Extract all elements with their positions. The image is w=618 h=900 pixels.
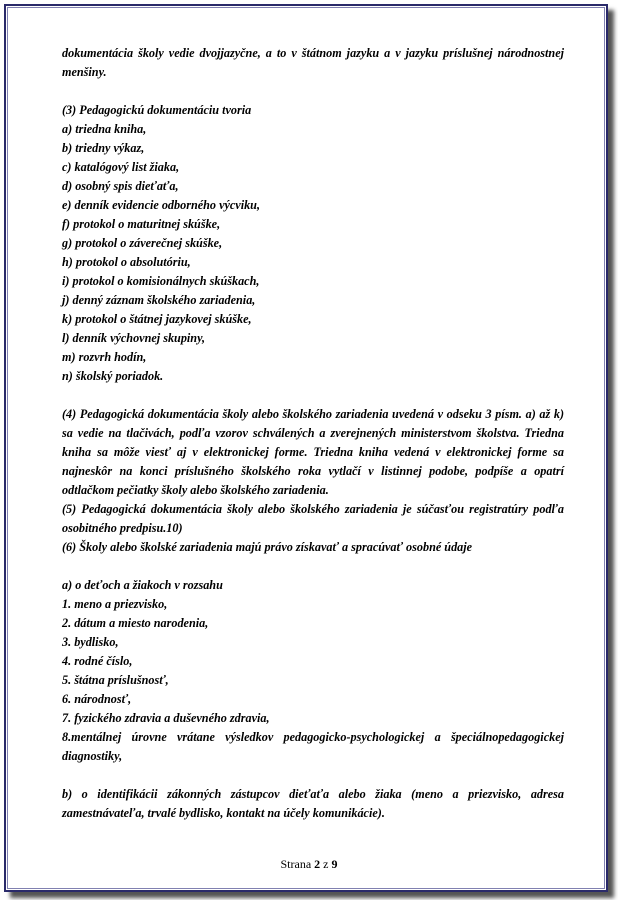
paragraph-5: (5) Pedagogická dokumentácia školy alebo školského zariadenia je súčasťou registratúry podľa osobitného predpisu.10) [62,502,564,535]
section-3-heading: (3) Pedagogickú dokumentáciu tvoria [62,103,252,117]
list-item: n) školský poriadok. [62,369,164,383]
page-total: 9 [331,857,338,871]
list-item: b) triedny výkaz, [62,141,145,155]
list-item: j) denný záznam školského zariadenia, [62,293,256,307]
list-item: f) protokol o maturitnej skúške, [62,217,221,231]
list-item: 6. národnosť, [62,692,132,706]
list-item: 4. rodné číslo, [62,654,133,668]
page-footer [0,857,618,872]
section-b-paragraph: b) o identifikácii zákonných zástupcov dieťaťa alebo žiaka (meno a priezvisko, adresa zamestnávateľa, trvalé bydlisko, kontakt na účely komunikácie). [62,787,564,820]
list-item: a) triedna kniha, [62,122,147,136]
list-item: h) protokol o absolutóriu, [62,255,191,269]
list-item: 1. meno a priezvisko, [62,597,168,611]
list-item: d) osobný spis dieťaťa, [62,179,179,193]
list-item: 2. dátum a miesto narodenia, [62,616,209,630]
section-a-heading: a) o deťoch a žiakoch v rozsahu [62,578,223,592]
list-item: i) protokol o komisionálnych skúškach, [62,274,260,288]
list-item: l) denník výchovnej skupiny, [62,331,206,345]
page-current: 2 [314,857,321,871]
intro-paragraph: dokumentácia školy vedie dvojjazyčne, a to v štátnom jazyku a v jazyku príslušnej národnostnej menšiny. [62,46,564,79]
list-item: 7. fyzického zdravia a duševného zdravia, [62,711,270,725]
list-item: c) katalógový list žiaka, [62,160,180,174]
list-item: 5. štátna príslušnosť, [62,673,169,687]
section-3-list [62,101,564,386]
list-item: 3. bydlisko, [62,635,119,649]
page-separator: z [323,857,329,871]
list-item: m) rozvrh hodín, [62,350,147,364]
list-item: 8.mentálnej úrovne vrátane výsledkov pedagogicko-psychologickej a špeciálnopedagogickej diagnostiky, [62,730,564,763]
document-body [62,44,564,823]
list-item: g) protokol o záverečnej skúške, [62,236,223,250]
section-a-list [62,576,564,728]
page-label: Strana [280,857,312,871]
list-item: e) denník evidencie odborného výcviku, [62,198,261,212]
paragraph-4: (4) Pedagogická dokumentácia školy alebo školského zariadenia uvedená v odseku 3 písm. a) až k) sa vedie na tlačivách, podľa vzorov schválených a zverejnených ministerstvom školstva. Triedna kniha sa môže viesť aj v elektronickej forme. Triedna kniha vedená v elektronickej forme sa najneskôr na konci príslušného školského roka vytlačí v listinnej podobe, podpíše a opatrí odtlačkom pečiatky školy alebo školského zariadenia. [62,407,564,497]
paragraph-6: (6) Školy alebo školské zariadenia majú právo získavať a spracúvať osobné údaje [62,540,473,554]
list-item: k) protokol o štátnej jazykovej skúške, [62,312,252,326]
